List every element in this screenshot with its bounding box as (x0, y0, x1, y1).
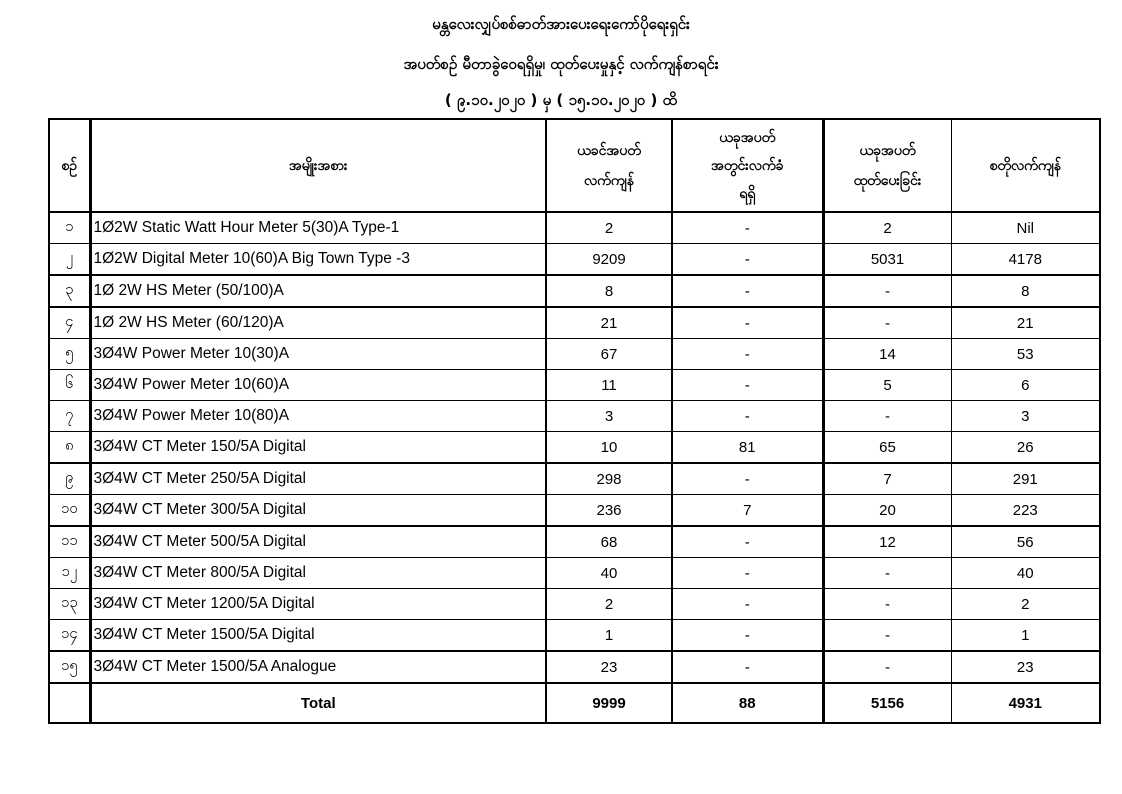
row-opening: 11 (546, 370, 672, 401)
row-type: 3Ø4W CT Meter 800/5A Digital (90, 558, 546, 589)
table-row (49, 620, 1100, 652)
row-received: - (672, 463, 823, 495)
row-issued: - (823, 401, 951, 432)
total-opening: 9999 (546, 683, 672, 723)
total-balance: 4931 (951, 683, 1100, 723)
header-received: ယခုအပတ် အတွင်းလက်ခံ ရရှိ (672, 119, 823, 212)
total-label: Total (90, 683, 546, 723)
row-issued: - (823, 275, 951, 307)
row-balance: 6 (951, 370, 1100, 401)
table-row (49, 589, 1100, 620)
table-row (49, 275, 1100, 307)
row-type: 1Ø 2W HS Meter (50/100)A (90, 275, 546, 307)
table-header-row (49, 119, 1100, 212)
row-received: - (672, 370, 823, 401)
row-issued: 14 (823, 339, 951, 370)
table-row (49, 651, 1100, 683)
row-received: - (672, 401, 823, 432)
row-no: ၁ (49, 212, 90, 244)
row-issued: - (823, 620, 951, 652)
row-received: - (672, 275, 823, 307)
row-received: - (672, 651, 823, 683)
row-opening: 2 (546, 589, 672, 620)
row-issued: 65 (823, 432, 951, 464)
row-no: ၁၃ (49, 589, 90, 620)
row-no: ၉ (49, 463, 90, 495)
total-issued: 5156 (823, 683, 951, 723)
row-received: - (672, 589, 823, 620)
row-issued: - (823, 589, 951, 620)
report-org-title: မန္တလေးလျှပ်စစ်ဓာတ်အားပေးရေးကော်ပိုရေးရှင်း (432, 15, 690, 33)
row-received: - (672, 620, 823, 652)
row-no: ၁၀ (49, 495, 90, 527)
row-issued: - (823, 651, 951, 683)
row-balance: 3 (951, 401, 1100, 432)
row-issued: - (823, 307, 951, 339)
row-balance: 223 (951, 495, 1100, 527)
header-type: အမျိုးအစား (90, 119, 546, 212)
row-opening: 8 (546, 275, 672, 307)
row-opening: 298 (546, 463, 672, 495)
row-no: ၄ (49, 307, 90, 339)
row-type: 3Ø4W Power Meter 10(30)A (90, 339, 546, 370)
row-balance: 2 (951, 589, 1100, 620)
row-issued: 20 (823, 495, 951, 527)
header-opening: ယခင်အပတ် လက်ကျန် (546, 119, 672, 212)
table-row (49, 401, 1100, 432)
row-no: ၃ (49, 275, 90, 307)
row-opening: 9209 (546, 244, 672, 276)
row-type: 3Ø4W CT Meter 1500/5A Digital (90, 620, 546, 652)
row-no: ၁၂ (49, 558, 90, 589)
header-issued: ယခုအပတ် ထုတ်ပေးခြင်း (823, 119, 951, 212)
total-row (49, 683, 1100, 723)
row-opening: 2 (546, 212, 672, 244)
row-received: 81 (672, 432, 823, 464)
row-opening: 3 (546, 401, 672, 432)
row-type: 3Ø4W CT Meter 300/5A Digital (90, 495, 546, 527)
row-no: ၆ (49, 370, 90, 401)
table-row (49, 495, 1100, 527)
row-balance: 40 (951, 558, 1100, 589)
row-no: ၅ (49, 339, 90, 370)
row-balance: 1 (951, 620, 1100, 652)
row-issued: 5031 (823, 244, 951, 276)
row-no: ၁၄ (49, 620, 90, 652)
meter-stock-table (48, 118, 1101, 724)
row-received: - (672, 526, 823, 558)
row-type: 3Ø4W Power Meter 10(80)A (90, 401, 546, 432)
row-type: 3Ø4W CT Meter 1500/5A Analogue (90, 651, 546, 683)
row-type: 1Ø2W Static Watt Hour Meter 5(30)A Type-1 (90, 212, 546, 244)
row-balance: 8 (951, 275, 1100, 307)
row-opening: 21 (546, 307, 672, 339)
row-balance: 56 (951, 526, 1100, 558)
table-row (49, 212, 1100, 244)
row-type: 3Ø4W CT Meter 150/5A Digital (90, 432, 546, 464)
row-opening: 10 (546, 432, 672, 464)
row-balance: 53 (951, 339, 1100, 370)
row-received: - (672, 244, 823, 276)
row-opening: 23 (546, 651, 672, 683)
table-row (49, 526, 1100, 558)
table-row (49, 339, 1100, 370)
table-row (49, 463, 1100, 495)
report-date-range: ( ၉.၁၀.၂၀၂၀ ) မှ ( ၁၅.၁၀.၂၀၂၀ ) ထိ (444, 91, 678, 109)
row-opening: 40 (546, 558, 672, 589)
table-row (49, 432, 1100, 464)
table-row (49, 370, 1100, 401)
row-type: 3Ø4W CT Meter 250/5A Digital (90, 463, 546, 495)
header-balance: စတိုလက်ကျန် (951, 119, 1100, 212)
row-no: ၇ (49, 401, 90, 432)
row-no: ၁၅ (49, 651, 90, 683)
row-received: 7 (672, 495, 823, 527)
row-balance: 21 (951, 307, 1100, 339)
row-opening: 68 (546, 526, 672, 558)
row-issued: - (823, 558, 951, 589)
row-type: 1Ø 2W HS Meter (60/120)A (90, 307, 546, 339)
table-row (49, 244, 1100, 276)
row-issued: 5 (823, 370, 951, 401)
row-type: 3Ø4W Power Meter 10(60)A (90, 370, 546, 401)
total-no-cell (49, 683, 90, 723)
row-issued: 2 (823, 212, 951, 244)
row-type: 3Ø4W CT Meter 1200/5A Digital (90, 589, 546, 620)
row-no: ၈ (49, 432, 90, 464)
row-opening: 236 (546, 495, 672, 527)
row-balance: 4178 (951, 244, 1100, 276)
row-received: - (672, 212, 823, 244)
row-type: 1Ø2W Digital Meter 10(60)A Big Town Type -3 (90, 244, 546, 276)
row-balance: 291 (951, 463, 1100, 495)
header-no: စဉ် (49, 119, 90, 212)
row-opening: 1 (546, 620, 672, 652)
row-issued: 12 (823, 526, 951, 558)
report-subtitle: အပတ်စဉ် မီတာခွဲဝေရရှိမှု၊ ထုတ်ပေးမှုနှင့် လက်ကျန်စာရင်း (403, 55, 719, 73)
row-no: ၁၁ (49, 526, 90, 558)
row-balance: 23 (951, 651, 1100, 683)
row-no: ၂ (49, 244, 90, 276)
row-balance: 26 (951, 432, 1100, 464)
row-balance: Nil (951, 212, 1100, 244)
row-type: 3Ø4W CT Meter 500/5A Digital (90, 526, 546, 558)
row-received: - (672, 558, 823, 589)
table-row (49, 558, 1100, 589)
row-issued: 7 (823, 463, 951, 495)
table-row (49, 307, 1100, 339)
row-received: - (672, 339, 823, 370)
row-opening: 67 (546, 339, 672, 370)
row-received: - (672, 307, 823, 339)
total-received: 88 (672, 683, 823, 723)
